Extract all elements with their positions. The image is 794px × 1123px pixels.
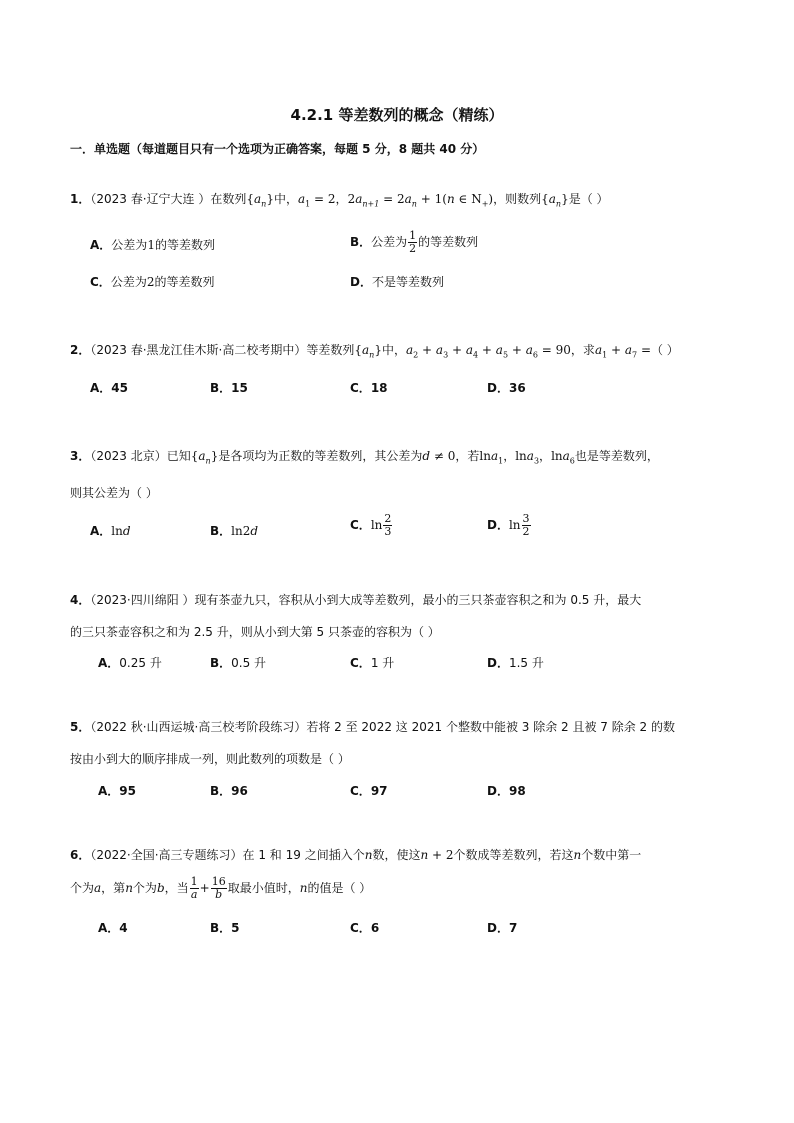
option-d[interactable]: [487, 919, 517, 936]
question-text: ，当: [164, 881, 189, 895]
math-expression: n: [299, 881, 308, 895]
math-expression: $2a_{n+1} = 2a_n + 1(n$ ∈ $N_+$): [347, 192, 494, 209]
question-source: （2023 北京）: [90, 449, 167, 463]
option-label: B．: [210, 921, 232, 935]
option-label: A．: [98, 656, 120, 670]
question-text: 等差数列: [306, 343, 355, 357]
question-text: 个数中第一: [581, 848, 642, 862]
question-number: 4．: [70, 593, 91, 607]
option-c[interactable]: [350, 919, 379, 936]
question-1: 1．（2023 春·辽宁大连 ）在数列$\{a_n\}$中，$a_1 = 2$，$2a_{n+1} = 2a_n + 1(n$ ∈ $N_+$)，则数列$\{a_n\}$是（ ）: [70, 192, 609, 209]
math-expression: $a_1 = 2$: [297, 192, 336, 209]
question-text: 在数列: [210, 192, 247, 206]
question-4: [70, 591, 641, 608]
option-label: C．: [350, 381, 371, 395]
question-5: [70, 718, 675, 735]
fraction: $\frac{2}{3}$: [384, 512, 392, 538]
option-label: C．: [350, 921, 371, 935]
question-text: 是各项均为正数的等差数列，其公差为: [218, 449, 423, 463]
question-text: 也是等差数列，: [574, 449, 659, 463]
question-number: 1．: [70, 192, 91, 206]
math-expression: n: [125, 881, 133, 895]
option-label: B．: [210, 381, 232, 395]
question-text: 现有茶壶九只，容积从小到大成等差数列，最小的三只茶壶容积之和为 0.5 升，最大: [194, 593, 642, 607]
option-text: 的等差数列: [154, 238, 215, 252]
option-label: C．: [90, 275, 111, 289]
question-text: 个为: [70, 881, 95, 895]
option-c[interactable]: [350, 782, 388, 799]
option-d[interactable]: [487, 513, 532, 538]
section-heading: 一．单选题（每道题目只有一个选项为正确答案，每题 5 分，8 题共 40 分）: [70, 142, 485, 156]
option-label: B．: [210, 656, 232, 670]
option-label: C．: [350, 518, 371, 532]
option-d[interactable]: [487, 782, 526, 799]
option-a[interactable]: [98, 919, 128, 936]
option-label: D．: [350, 275, 372, 289]
option-text: 公差为: [111, 238, 148, 252]
option-a[interactable]: [98, 654, 162, 671]
option-label: B．: [210, 524, 232, 538]
option-d[interactable]: [350, 273, 444, 290]
question-text: ，求: [570, 343, 595, 357]
option-label: A．: [98, 921, 120, 935]
option-c[interactable]: [90, 273, 214, 290]
option-value: 0.5 升: [231, 656, 267, 670]
math-expression: $\{a_n\}$: [354, 343, 382, 360]
question-text: 若将 2 至 2022 这 2021 个整数中能被 3 除余 2 且被 7 除余 2 的数: [306, 720, 675, 734]
option-d[interactable]: [487, 654, 544, 671]
option-label: D．: [487, 381, 509, 395]
plus-sign: +: [199, 881, 210, 895]
option-value: 97: [370, 784, 388, 798]
math-expression: d ≠ 0: [422, 449, 456, 463]
option-label: C．: [350, 784, 371, 798]
question-text: 个为: [132, 881, 157, 895]
fraction: $\frac{3}{2}$: [522, 512, 530, 538]
question-source: （2023 春·辽宁大连 ）: [90, 192, 211, 206]
option-value: 4: [119, 921, 128, 935]
question-text: 中，: [381, 343, 406, 357]
option-label: D．: [487, 518, 509, 532]
question-5-line-2: 按由小到大的顺序排成一列，则此数列的项数是（ ）: [70, 752, 350, 766]
option-label: A．: [90, 238, 112, 252]
question-source: （2022 秋·山西运城·高三校考阶段练习）: [90, 720, 307, 734]
question-source: （2023·四川绵阳 ）: [90, 593, 195, 607]
math-expression: $a_2 + a_3 + a_4 + a_5 + a_6 = 90$: [405, 343, 571, 360]
option-text: 公差为: [371, 235, 408, 249]
question-number: 2．: [70, 343, 91, 357]
option-label: A．: [98, 784, 120, 798]
question-number: 3．: [70, 449, 91, 463]
fraction: $\frac{1}{2}$: [409, 229, 417, 255]
option-a[interactable]: [90, 522, 131, 539]
option-math: 1: [147, 238, 155, 252]
option-d[interactable]: [487, 379, 526, 396]
option-a[interactable]: [98, 782, 136, 799]
option-b[interactable]: [210, 654, 266, 671]
option-value: 1.5 升: [508, 656, 544, 670]
option-value: 6: [370, 921, 380, 935]
question-3: [70, 447, 659, 465]
option-text: 公差为: [110, 275, 147, 289]
math-expression: $\{a_n\}$: [190, 449, 219, 466]
option-math: ln: [508, 518, 521, 532]
math-expression: $\{a_n\}$: [541, 192, 569, 209]
question-text: 已知: [166, 449, 191, 463]
math-expression: a: [94, 881, 102, 895]
option-value: 45: [111, 381, 128, 395]
option-label: C．: [350, 656, 371, 670]
option-value: 36: [508, 381, 526, 395]
option-label: D．: [487, 784, 509, 798]
option-value: 15: [231, 381, 248, 395]
question-text: ，若: [455, 449, 480, 463]
question-text: 是（ ）: [568, 192, 609, 206]
option-c[interactable]: [350, 379, 388, 396]
option-label: B．: [210, 784, 232, 798]
option-text: 不是等差数列: [371, 275, 444, 289]
question-2: [70, 341, 679, 359]
fraction: $\frac{16}{b}$: [211, 875, 226, 901]
option-value: 5: [231, 921, 240, 935]
math-expression: n: [573, 848, 582, 862]
math-expression: lna$_6$: [551, 449, 575, 466]
option-b[interactable]: [350, 230, 478, 255]
option-label: D．: [487, 921, 509, 935]
option-a[interactable]: [90, 379, 128, 396]
option-value: 18: [370, 381, 388, 395]
option-text: 的等差数列: [154, 275, 215, 289]
question-source: （2023 春·黑龙江佳木斯·高二校考期中）: [90, 343, 307, 357]
option-label: A．: [90, 524, 112, 538]
math-expression: $a_1 + a_7$: [594, 343, 638, 360]
question-source: （2022·全国·高三专题练习）: [90, 848, 243, 862]
math-expression: n + 2: [420, 848, 454, 862]
option-a[interactable]: [90, 236, 215, 253]
question-text: ，则数列: [493, 192, 542, 206]
math-expression: b: [156, 881, 165, 895]
option-b[interactable]: [210, 522, 258, 539]
question-text: 取最小值时，: [227, 881, 300, 895]
question-text: 在 1 和 19 之间插入个: [242, 848, 365, 862]
question-number: 5．: [70, 720, 91, 734]
option-label: D．: [487, 656, 509, 670]
question-text: 数，使这: [372, 848, 421, 862]
option-value: 1 升: [370, 656, 395, 670]
option-label: B．: [350, 235, 372, 249]
option-c[interactable]: [350, 513, 393, 538]
option-value: 98: [508, 784, 526, 798]
option-value: 7: [508, 921, 518, 935]
question-text: ，: [503, 449, 516, 463]
option-math: 2: [146, 275, 155, 289]
question-text: 的值是（ ）: [307, 881, 372, 895]
option-value: 96: [231, 784, 248, 798]
option-math: ln: [370, 518, 383, 532]
question-text: 个数成等差数列，若这: [453, 848, 574, 862]
fraction: $\frac{1}{a}$: [190, 875, 198, 901]
option-value: 0.25 升: [119, 656, 162, 670]
question-4-line-2: 的三只茶壶容积之和为 2.5 升，则从小到大第 5 只茶壶的容积为（ ）: [70, 625, 440, 639]
option-label: A．: [90, 381, 112, 395]
math-expression: $\{a_n\}$: [246, 192, 274, 209]
question-3-line-2: 则其公差为（ ）: [70, 486, 158, 500]
question-text: 中，: [273, 192, 298, 206]
option-b[interactable]: [210, 782, 248, 799]
option-math: lnd: [111, 524, 131, 538]
option-b[interactable]: [210, 919, 240, 936]
question-6: [70, 846, 641, 863]
question-6-line-2: [70, 876, 371, 901]
option-text: 的等差数列: [418, 235, 479, 249]
option-c[interactable]: [350, 654, 394, 671]
option-b[interactable]: [210, 379, 248, 396]
question-number: 6．: [70, 848, 91, 862]
math-expression: lna$_1$: [479, 449, 504, 466]
question-text: =（ ）: [637, 343, 679, 357]
page-title: 4.2.1 等差数列的概念（精练）: [290, 106, 504, 124]
option-math: ln2d: [231, 524, 259, 538]
option-value: 95: [119, 784, 136, 798]
math-expression: lna$_3$: [515, 449, 540, 466]
question-text: ，第: [101, 881, 126, 895]
math-expression: n: [364, 848, 373, 862]
question-text: ，: [539, 449, 552, 463]
